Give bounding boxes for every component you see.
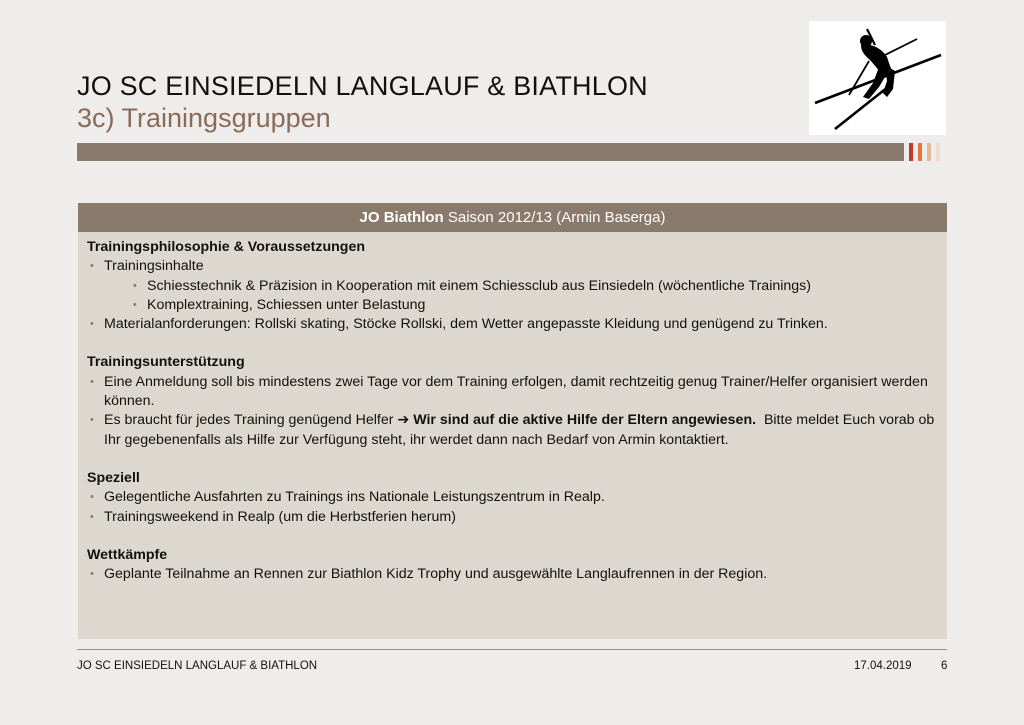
section-speziell	[87, 469, 937, 527]
logo	[809, 21, 946, 135]
footer-title: JO SC EINSIEDELN LANGLAUF & BIATHLON	[77, 660, 318, 672]
section-wettkaempfe	[87, 546, 937, 585]
title-block	[77, 70, 648, 134]
section-philosophie	[87, 238, 937, 334]
footer-divider	[77, 649, 947, 650]
page-number: 6	[941, 660, 948, 672]
biathlete-skier-icon	[809, 21, 946, 135]
list-item: • Trainingsinhalte	[87, 257, 937, 276]
stripe-3	[927, 143, 931, 161]
section-title: Trainingsphilosophie & Voraussetzungen	[87, 239, 365, 255]
panel-header	[78, 203, 947, 232]
footer-date: 17.04.2019	[854, 660, 912, 672]
list-item: • Komplextraining, Schiessen unter Belastung	[87, 296, 937, 315]
section-unterstuetzung	[87, 353, 937, 449]
panel-body	[78, 232, 947, 584]
list-item: • Eine Anmeldung soll bis mindestens zwei Tage vor dem Training erfolgen, damit rechtzeitig genug Trainer/Helfer organisiert werden können.	[87, 373, 937, 412]
section-title: Trainingsunterstützung	[87, 354, 245, 371]
list-item: • Geplante Teilnahme an Rennen zur Biathlon Kidz Trophy und ausgewählte Langlaufrennen in der Region.	[87, 565, 937, 584]
stripe-1	[909, 143, 913, 161]
section-title: Speziell	[87, 469, 140, 486]
stripe-2	[918, 143, 922, 161]
title-bar	[77, 143, 904, 161]
content-panel	[78, 203, 947, 639]
bullet-list	[87, 565, 937, 584]
list-item-text: Es braucht für jedes Training genügend Helfer	[104, 412, 398, 429]
bullet-list	[87, 257, 937, 334]
slide-subtitle: 3c) Trainingsgruppen	[77, 103, 331, 133]
list-item: • Gelegentliche Ausfahrten zu Trainings ins Nationale Leistungszentrum in Realp.	[87, 488, 937, 507]
list-item: • Schiesstechnik & Präzision in Kooperation mit einem Schiessclub aus Einsiedeln (wöchentliche Trainings)	[87, 277, 937, 296]
panel-header-text: Saison 2012/13 (Armin Baserga)	[443, 209, 666, 226]
section-title: Wettkämpfe	[87, 546, 168, 563]
list-item	[87, 411, 937, 450]
stripe-4	[936, 143, 940, 161]
arrow-right-icon: ➔	[397, 412, 410, 429]
bullet-list	[87, 373, 937, 450]
panel-header-bold: JO Biathlon	[359, 209, 444, 226]
list-item-bold: Wir sind auf die aktive Hilfe der Eltern angewiesen.	[409, 412, 757, 429]
slide-title: JO SC EINSIEDELN LANGLAUF & BIATHLON	[77, 71, 648, 101]
list-item-text: Bitte meldet Euch vorab ob Ihr gegebenenfalls als Hilfe zur Verfügung steht, ihr werdet dann nach Bedarf von Armin kontaktiert.	[104, 412, 939, 448]
bullet-list	[87, 488, 937, 527]
list-item: • Materialanforderungen: Rollski skating, Stöcke Rollski, dem Wetter angepasste Kleidung und genügend zu Trinken.	[87, 315, 937, 334]
list-item: • Trainingsweekend in Realp (um die Herbstferien herum)	[87, 508, 937, 527]
